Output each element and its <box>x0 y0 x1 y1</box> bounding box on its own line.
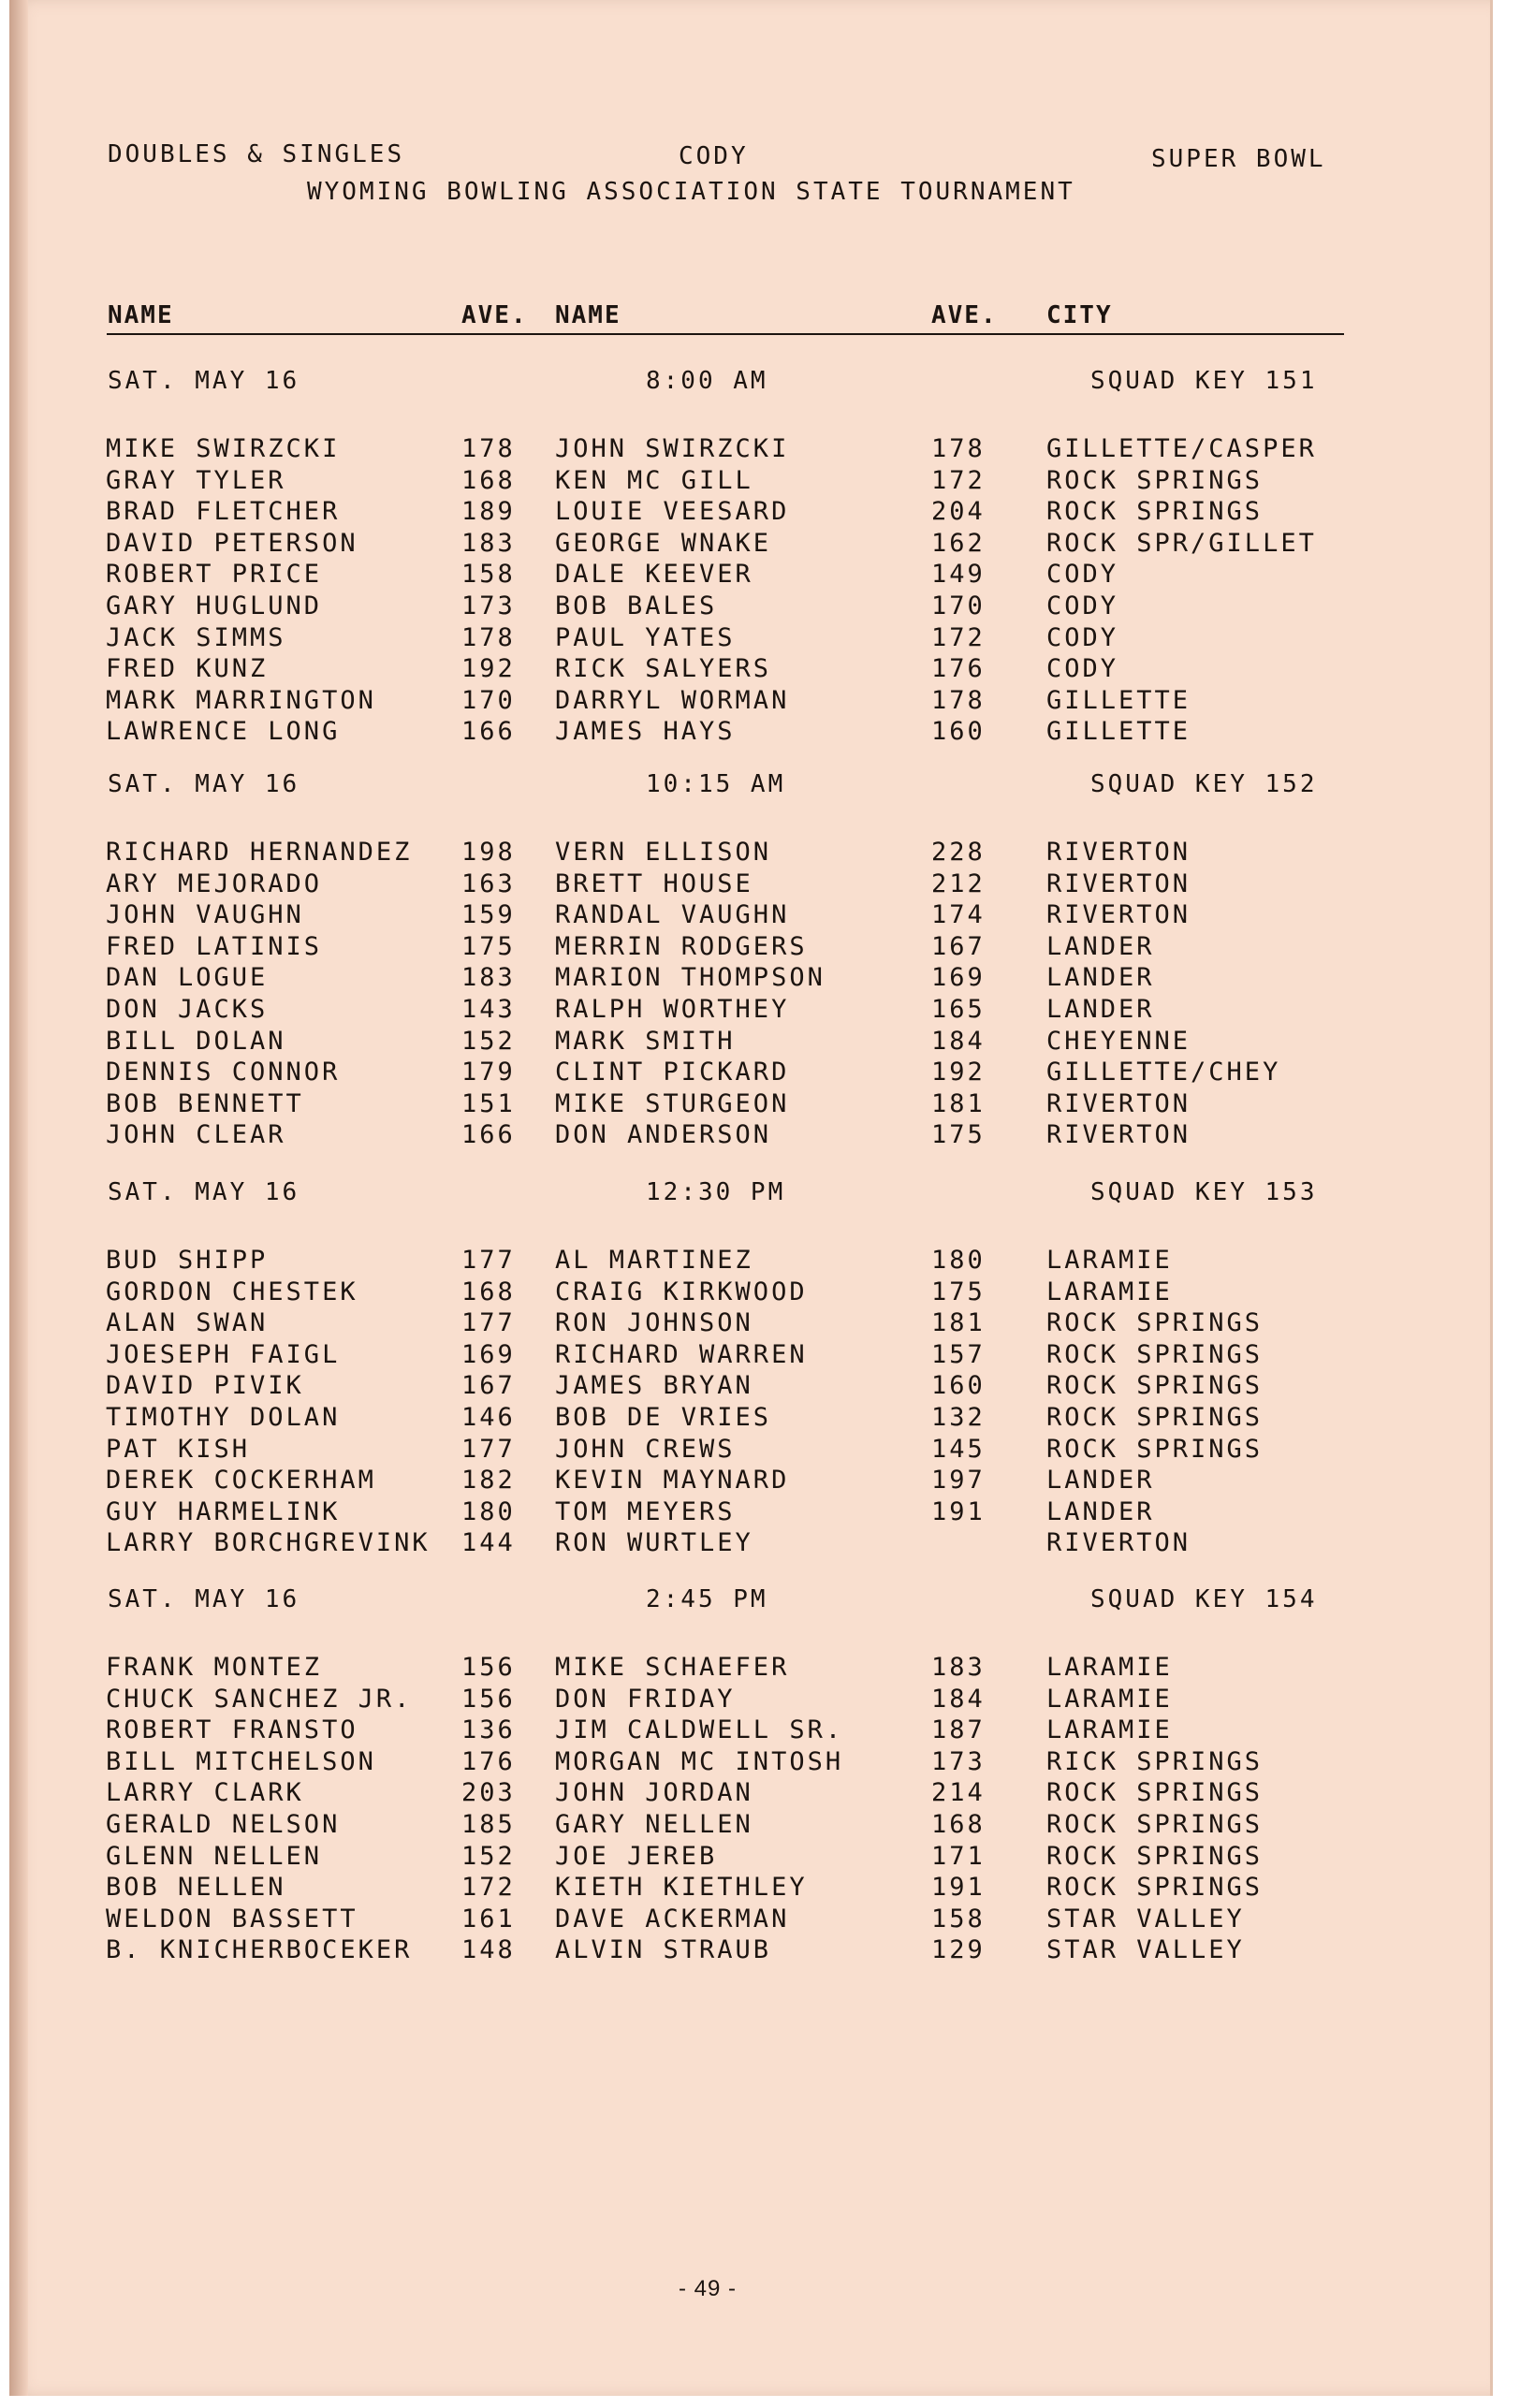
bowler-1-average: 168 <box>461 465 516 495</box>
bowler-1-name: BRAD FLETCHER <box>106 497 341 527</box>
city: ROCK SPRINGS <box>1046 1308 1264 1338</box>
bowler-1-name: DAN LOGUE <box>106 963 269 993</box>
bowler-1-average: 178 <box>461 434 516 463</box>
bowler-2-average: 183 <box>931 1653 986 1682</box>
bowler-1-name: ALAN SWAN <box>106 1308 269 1338</box>
table-row <box>9 1120 1490 1152</box>
squad-rows <box>9 1246 1490 1560</box>
city: ROCK SPRINGS <box>1046 1339 1264 1369</box>
city: CODY <box>1046 591 1119 620</box>
bowler-2-average: 204 <box>931 497 986 527</box>
col-city: CITY <box>1046 301 1113 329</box>
bowler-2-name: RALPH WORTHEY <box>555 994 790 1024</box>
table-row <box>9 1435 1490 1467</box>
col-name-2: NAME <box>555 301 621 329</box>
bowler-1-name: RICHARD HERNANDEZ <box>106 838 413 867</box>
bowler-2-average: 181 <box>931 1088 986 1118</box>
bowler-2-average: 214 <box>931 1778 986 1808</box>
bowler-1-average: 189 <box>461 497 516 527</box>
squad-rows <box>9 1653 1490 1967</box>
bowler-2-name: MARION THOMPSON <box>555 963 826 993</box>
bowler-1-average: 167 <box>461 1371 516 1401</box>
bowler-1-name: ARY MEJORADO <box>106 868 323 898</box>
bowler-2-average: 228 <box>931 838 986 867</box>
table-row <box>9 900 1490 932</box>
bowler-2-name: PAUL YATES <box>555 622 736 652</box>
city: ROCK SPRINGS <box>1046 1841 1264 1871</box>
table-row <box>9 686 1490 718</box>
table-row <box>9 529 1490 561</box>
bowler-2-average: 173 <box>931 1746 986 1776</box>
bowler-1-average: 177 <box>461 1434 516 1464</box>
bowler-2-average: 212 <box>931 868 986 898</box>
bowler-1-average: 136 <box>461 1715 516 1745</box>
bowler-1-average: 176 <box>461 1746 516 1776</box>
city: LANDER <box>1046 1466 1155 1496</box>
bowler-1-name: FRANK MONTEZ <box>106 1653 323 1682</box>
document-page <box>9 0 1493 2396</box>
bowler-1-name: JOESEPH FAIGL <box>106 1339 341 1369</box>
bowler-1-name: CHUCK SANCHEZ JR. <box>106 1684 413 1714</box>
city: RICK SPRINGS <box>1046 1746 1264 1776</box>
bowler-1-average: 169 <box>461 1339 516 1369</box>
bowler-1-average: 179 <box>461 1058 516 1087</box>
squad-block <box>9 1585 1490 1967</box>
tournament-title: WYOMING BOWLING ASSOCIATION STATE TOURNAMENT <box>307 178 1075 206</box>
bowler-2-average: 160 <box>931 717 986 747</box>
bowler-2-name: AL MARTINEZ <box>555 1246 753 1275</box>
squad-block <box>9 367 1490 749</box>
table-row <box>9 717 1490 749</box>
table-row <box>9 838 1490 869</box>
bowler-2-average: 165 <box>931 994 986 1024</box>
city: CODY <box>1046 622 1119 652</box>
squad-header <box>9 1178 1490 1246</box>
bowler-1-average: 175 <box>461 931 516 961</box>
bowler-1-average: 152 <box>461 1841 516 1871</box>
table-row <box>9 560 1490 591</box>
bowler-1-name: DAVID PETERSON <box>106 528 358 558</box>
table-row <box>9 1715 1490 1747</box>
table-row <box>9 1685 1490 1716</box>
city: GILLETTE <box>1046 717 1191 747</box>
bowler-2-name: MIKE STURGEON <box>555 1088 790 1118</box>
bowler-2-average: 191 <box>931 1873 986 1903</box>
table-row <box>9 466 1490 498</box>
bowler-2-name: DAVE ACKERMAN <box>555 1904 790 1934</box>
table-row <box>9 932 1490 964</box>
bowler-1-average: 198 <box>461 838 516 867</box>
bowler-1-average: 192 <box>461 654 516 684</box>
bowler-2-name: RICK SALYERS <box>555 654 772 684</box>
bowler-1-average: 178 <box>461 622 516 652</box>
table-row <box>9 995 1490 1027</box>
bowler-1-name: ROBERT FRANSTO <box>106 1715 358 1745</box>
table-row <box>9 1810 1490 1842</box>
bowler-1-average: 144 <box>461 1528 516 1558</box>
bowler-2-name: RON WURTLEY <box>555 1528 753 1558</box>
bowler-1-average: 163 <box>461 868 516 898</box>
bowler-1-average: 148 <box>461 1935 516 1965</box>
city: ROCK SPRINGS <box>1046 465 1264 495</box>
bowler-1-average: 182 <box>461 1466 516 1496</box>
city: CODY <box>1046 654 1119 684</box>
bowler-1-average: 146 <box>461 1402 516 1432</box>
table-row <box>9 654 1490 686</box>
city: RIVERTON <box>1046 1088 1191 1118</box>
bowler-2-name: GARY NELLEN <box>555 1809 753 1839</box>
bowler-1-name: TIMOTHY DOLAN <box>106 1402 341 1432</box>
bowler-1-average: 152 <box>461 1026 516 1056</box>
bowler-2-name: RON JOHNSON <box>555 1308 753 1338</box>
bowler-2-average: 168 <box>931 1809 986 1839</box>
bowler-1-name: GARY HUGLUND <box>106 591 323 620</box>
bowler-2-average: 149 <box>931 560 986 590</box>
bowler-2-average: 178 <box>931 685 986 715</box>
squad-time: 8:00 AM <box>646 367 768 395</box>
table-row <box>9 963 1490 995</box>
header-city: CODY <box>679 142 749 170</box>
bowler-2-name: BRETT HOUSE <box>555 868 753 898</box>
city: LANDER <box>1046 963 1155 993</box>
bowler-2-average: 197 <box>931 1466 986 1496</box>
table-row <box>9 1027 1490 1058</box>
city: ROCK SPR/GILLET <box>1046 528 1317 558</box>
squad-time: 10:15 AM <box>646 770 786 798</box>
table-row <box>9 1466 1490 1497</box>
bowler-1-name: GERALD NELSON <box>106 1809 341 1839</box>
bowler-1-average: 183 <box>461 963 516 993</box>
table-row <box>9 1246 1490 1277</box>
bowler-1-average: 180 <box>461 1496 516 1526</box>
squad-block <box>9 1178 1490 1560</box>
bowler-2-name: MORGAN MC INTOSH <box>555 1746 844 1776</box>
bowler-2-name: MERRIN RODGERS <box>555 931 808 961</box>
city: ROCK SPRINGS <box>1046 1778 1264 1808</box>
header-event: DOUBLES & SINGLES <box>108 140 405 168</box>
bowler-2-average: 170 <box>931 591 986 620</box>
table-row <box>9 1905 1490 1936</box>
bowler-2-name: JOHN SWIRZCKI <box>555 434 790 463</box>
squad-day: SAT. MAY 16 <box>108 1585 300 1613</box>
bowler-2-average: 178 <box>931 434 986 463</box>
table-row <box>9 1371 1490 1403</box>
col-ave-2: AVE. <box>931 301 998 329</box>
city: ROCK SPRINGS <box>1046 1873 1264 1903</box>
city: RIVERTON <box>1046 838 1191 867</box>
bowler-2-average: 172 <box>931 622 986 652</box>
bowler-1-average: 173 <box>461 591 516 620</box>
bowler-2-average: 175 <box>931 1277 986 1306</box>
squad-key: SQUAD KEY 154 <box>1090 1585 1318 1613</box>
bowler-1-name: DAVID PIVIK <box>106 1371 304 1401</box>
bowler-1-average: 161 <box>461 1904 516 1934</box>
bowler-2-name: LOUIE VEESARD <box>555 497 790 527</box>
bowler-2-average: 187 <box>931 1715 986 1745</box>
squad-time: 12:30 PM <box>646 1178 786 1206</box>
city: RIVERTON <box>1046 900 1191 930</box>
city: LARAMIE <box>1046 1653 1173 1682</box>
city: LARAMIE <box>1046 1715 1173 1745</box>
bowler-1-average: 158 <box>461 560 516 590</box>
city: LARAMIE <box>1046 1684 1173 1714</box>
bowler-1-average: 143 <box>461 994 516 1024</box>
bowler-2-average: 172 <box>931 465 986 495</box>
bowler-1-name: LARRY CLARK <box>106 1778 304 1808</box>
bowler-2-name: RICHARD WARREN <box>555 1339 808 1369</box>
bowler-2-average: 158 <box>931 1904 986 1934</box>
bowler-2-average: 167 <box>931 931 986 961</box>
table-row <box>9 1747 1490 1779</box>
bowler-1-name: BUD SHIPP <box>106 1246 269 1275</box>
squad-day: SAT. MAY 16 <box>108 1178 300 1206</box>
bowler-1-name: DEREK COCKERHAM <box>106 1466 376 1496</box>
city: RIVERTON <box>1046 1120 1191 1150</box>
bowler-2-name: JOHN CREWS <box>555 1434 736 1464</box>
table-row <box>9 1403 1490 1435</box>
bowler-2-average: 174 <box>931 900 986 930</box>
bowler-1-average: 156 <box>461 1653 516 1682</box>
squad-rows <box>9 838 1490 1152</box>
table-row <box>9 623 1490 655</box>
bowler-2-average: 181 <box>931 1308 986 1338</box>
table-row <box>9 1778 1490 1810</box>
squad-time: 2:45 PM <box>646 1585 768 1613</box>
bowler-2-name: BOB DE VRIES <box>555 1402 772 1432</box>
bowler-2-name: CLINT PICKARD <box>555 1058 790 1087</box>
bowler-1-average: 203 <box>461 1778 516 1808</box>
header-venue: SUPER BOWL <box>1151 145 1326 173</box>
city: GILLETTE/CASPER <box>1046 434 1317 463</box>
bowler-2-average: 184 <box>931 1684 986 1714</box>
bowler-1-average: 170 <box>461 685 516 715</box>
bowler-1-name: WELDON BASSETT <box>106 1904 358 1934</box>
squad-key: SQUAD KEY 152 <box>1090 770 1318 798</box>
header-rule <box>107 333 1344 335</box>
city: RIVERTON <box>1046 1528 1191 1558</box>
city: LANDER <box>1046 994 1155 1024</box>
bowler-2-name: TOM MEYERS <box>555 1496 736 1526</box>
bowler-1-name: JOHN VAUGHN <box>106 900 304 930</box>
bowler-2-name: GEORGE WNAKE <box>555 528 772 558</box>
bowler-2-average: 129 <box>931 1935 986 1965</box>
squad-rows <box>9 434 1490 749</box>
table-row <box>9 591 1490 623</box>
bowler-1-name: BOB BENNETT <box>106 1088 304 1118</box>
bowler-1-name: LAWRENCE LONG <box>106 717 341 747</box>
bowler-2-name: VERN ELLISON <box>555 838 772 867</box>
bowler-2-name: JIM CALDWELL SR. <box>555 1715 844 1745</box>
table-row <box>9 1653 1490 1685</box>
city: LARAMIE <box>1046 1246 1173 1275</box>
bowler-1-name: BILL DOLAN <box>106 1026 286 1056</box>
bowler-1-name: ROBERT PRICE <box>106 560 323 590</box>
bowler-1-name: LARRY BORCHGREVINK <box>106 1528 431 1558</box>
bowler-1-average: 156 <box>461 1684 516 1714</box>
table-row <box>9 1089 1490 1121</box>
bowler-2-average: 171 <box>931 1841 986 1871</box>
squad-header <box>9 1585 1490 1653</box>
bowler-2-name: RANDAL VAUGHN <box>555 900 790 930</box>
bowler-1-average: 183 <box>461 528 516 558</box>
col-name-1: NAME <box>108 301 174 329</box>
bowler-2-name: CRAIG KIRKWOOD <box>555 1277 808 1306</box>
city: STAR VALLEY <box>1046 1904 1245 1934</box>
city: STAR VALLEY <box>1046 1935 1245 1965</box>
bowler-1-name: DENNIS CONNOR <box>106 1058 341 1087</box>
bowler-1-name: FRED LATINIS <box>106 931 323 961</box>
bowler-2-name: KEN MC GILL <box>555 465 753 495</box>
bowler-2-name: MIKE SCHAEFER <box>555 1653 790 1682</box>
city: RIVERTON <box>1046 868 1191 898</box>
bowler-1-name: GRAY TYLER <box>106 465 286 495</box>
bowler-2-name: DALE KEEVER <box>555 560 753 590</box>
bowler-1-average: 185 <box>461 1809 516 1839</box>
bowler-2-name: DARRYL WORMAN <box>555 685 790 715</box>
bowler-2-average: 162 <box>931 528 986 558</box>
bowler-1-name: MIKE SWIRZCKI <box>106 434 341 463</box>
table-row <box>9 1935 1490 1967</box>
table-row <box>9 1277 1490 1309</box>
bowler-2-average: 180 <box>931 1246 986 1275</box>
city: ROCK SPRINGS <box>1046 1402 1264 1432</box>
table-row <box>9 497 1490 529</box>
city: GILLETTE/CHEY <box>1046 1058 1281 1087</box>
city: GILLETTE <box>1046 685 1191 715</box>
bowler-1-average: 151 <box>461 1088 516 1118</box>
bowler-1-name: GUY HARMELINK <box>106 1496 341 1526</box>
bowler-2-average: 184 <box>931 1026 986 1056</box>
bowler-2-name: JOE JEREB <box>555 1841 718 1871</box>
table-row <box>9 869 1490 901</box>
bowler-1-name: B. KNICHERBOCEKER <box>106 1935 413 1965</box>
table-row <box>9 1497 1490 1529</box>
city: ROCK SPRINGS <box>1046 1371 1264 1401</box>
bowler-2-name: JAMES BRYAN <box>555 1371 753 1401</box>
bowler-2-average: 176 <box>931 654 986 684</box>
bowler-1-average: 159 <box>461 900 516 930</box>
city: CODY <box>1046 560 1119 590</box>
bowler-1-average: 172 <box>461 1873 516 1903</box>
bowler-2-name: KEVIN MAYNARD <box>555 1466 790 1496</box>
column-headers <box>9 301 1490 335</box>
col-ave-1: AVE. <box>461 301 528 329</box>
city: ROCK SPRINGS <box>1046 1809 1264 1839</box>
table-row <box>9 1308 1490 1340</box>
bowler-1-average: 168 <box>461 1277 516 1306</box>
table-row <box>9 1842 1490 1874</box>
bowler-2-name: DON FRIDAY <box>555 1684 736 1714</box>
city: ROCK SPRINGS <box>1046 1434 1264 1464</box>
squad-day: SAT. MAY 16 <box>108 367 300 395</box>
table-row <box>9 1528 1490 1560</box>
bowler-2-name: BOB BALES <box>555 591 718 620</box>
bowler-1-name: FRED KUNZ <box>106 654 269 684</box>
bowler-1-name: BILL MITCHELSON <box>106 1746 376 1776</box>
bowler-2-name: JAMES HAYS <box>555 717 736 747</box>
city: CHEYENNE <box>1046 1026 1191 1056</box>
bowler-2-average: 160 <box>931 1371 986 1401</box>
city: LANDER <box>1046 931 1155 961</box>
bowler-2-average: 191 <box>931 1496 986 1526</box>
bowler-1-average: 177 <box>461 1308 516 1338</box>
bowler-2-average: 157 <box>931 1339 986 1369</box>
city: LANDER <box>1046 1496 1155 1526</box>
table-row <box>9 1058 1490 1089</box>
bowler-1-name: DON JACKS <box>106 994 269 1024</box>
bowler-2-name: ALVIN STRAUB <box>555 1935 772 1965</box>
table-row <box>9 1873 1490 1905</box>
bowler-2-average: 132 <box>931 1402 986 1432</box>
bowler-2-average: 175 <box>931 1120 986 1150</box>
bowler-1-average: 166 <box>461 717 516 747</box>
bowler-1-name: PAT KISH <box>106 1434 251 1464</box>
squad-header <box>9 367 1490 434</box>
table-row <box>9 434 1490 466</box>
bowler-2-name: DON ANDERSON <box>555 1120 772 1150</box>
bowler-1-name: GLENN NELLEN <box>106 1841 323 1871</box>
bowler-1-name: GORDON CHESTEK <box>106 1277 358 1306</box>
squad-header <box>9 770 1490 838</box>
bowler-1-name: MARK MARRINGTON <box>106 685 376 715</box>
squad-block <box>9 770 1490 1152</box>
page-number: - 49 - <box>679 2276 738 2301</box>
bowler-2-name: JOHN JORDAN <box>555 1778 753 1808</box>
city: ROCK SPRINGS <box>1046 497 1264 527</box>
table-row <box>9 1340 1490 1372</box>
bowler-2-name: MARK SMITH <box>555 1026 736 1056</box>
city: LARAMIE <box>1046 1277 1173 1306</box>
bowler-1-name: BOB NELLEN <box>106 1873 286 1903</box>
bowler-2-average: 169 <box>931 963 986 993</box>
bowler-1-average: 177 <box>461 1246 516 1275</box>
bowler-1-name: JACK SIMMS <box>106 622 286 652</box>
bowler-2-average: 145 <box>931 1434 986 1464</box>
bowler-1-average: 166 <box>461 1120 516 1150</box>
bowler-2-name: KIETH KIETHLEY <box>555 1873 808 1903</box>
bowler-1-name: JOHN CLEAR <box>106 1120 286 1150</box>
squad-key: SQUAD KEY 151 <box>1090 367 1318 395</box>
bowler-2-average: 192 <box>931 1058 986 1087</box>
squad-key: SQUAD KEY 153 <box>1090 1178 1318 1206</box>
squad-day: SAT. MAY 16 <box>108 770 300 798</box>
